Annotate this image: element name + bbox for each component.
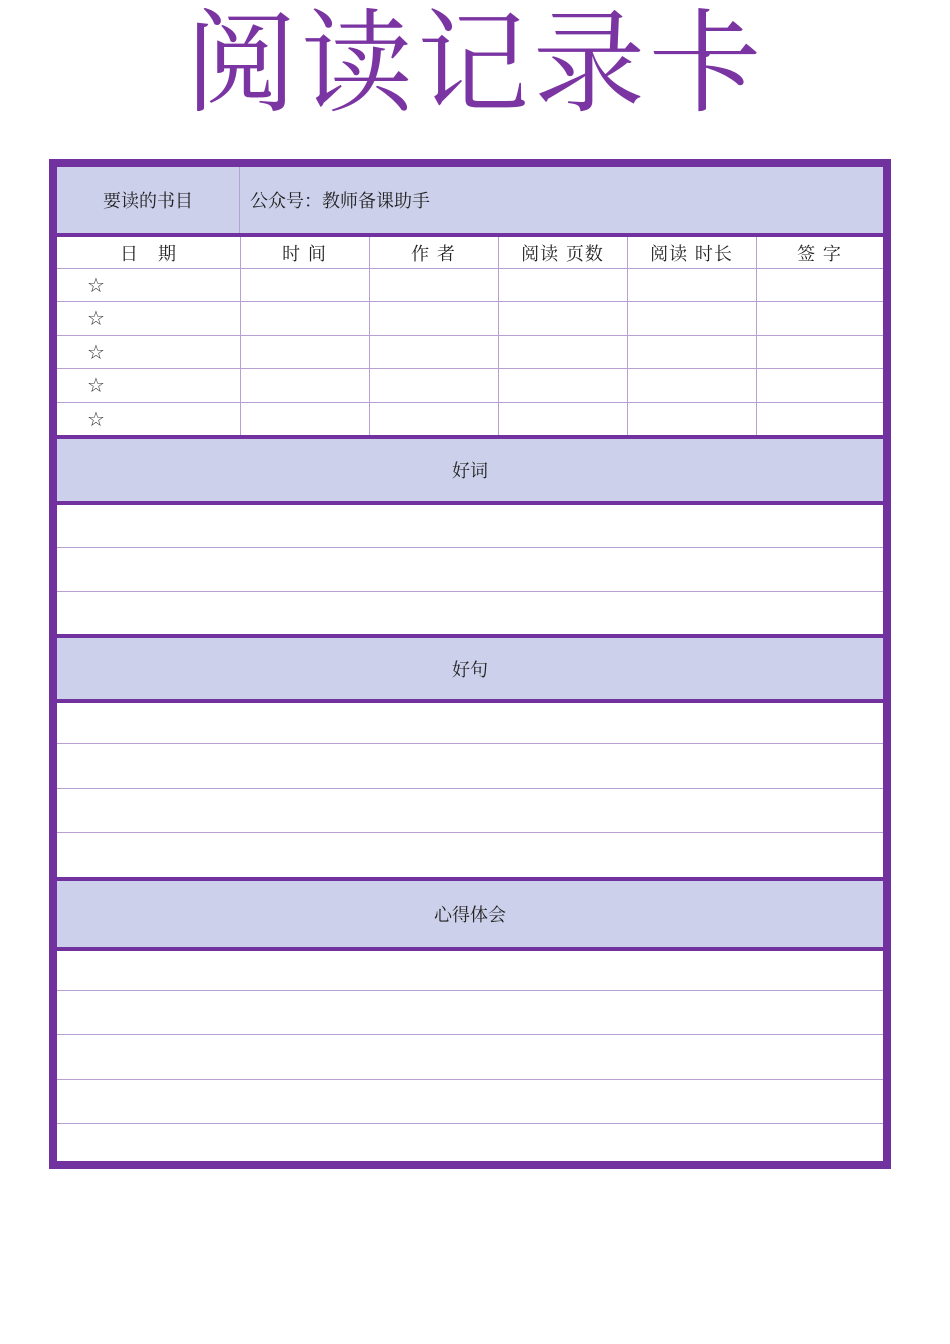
star-icon: ☆ [87, 305, 105, 330]
reading-log-table [57, 237, 883, 437]
good-words-header: 好词 [57, 435, 883, 505]
writing-line [57, 990, 883, 991]
writing-line [57, 1123, 883, 1124]
header-duration: 阅读 时长 [650, 243, 733, 265]
book-value-field[interactable]: 公众号：教师备课助手 [250, 191, 430, 212]
header-date: 日 期 [120, 243, 177, 265]
header-time: 时 间 [282, 243, 327, 265]
writing-line [57, 743, 883, 744]
writing-line [57, 832, 883, 833]
header-signature: 签 字 [797, 243, 842, 265]
column-divider [240, 237, 241, 437]
column-divider [498, 237, 499, 437]
good-sentences-area[interactable] [57, 703, 883, 878]
row-divider [57, 402, 883, 403]
row-divider [57, 268, 883, 269]
writing-line [57, 591, 883, 592]
writing-line [57, 1034, 883, 1035]
star-icon: ☆ [87, 339, 105, 364]
book-label: 要读的书目 [57, 167, 240, 233]
writing-line [57, 788, 883, 789]
star-icon: ☆ [87, 406, 105, 431]
row-divider [57, 335, 883, 336]
reflections-area[interactable] [57, 951, 883, 1161]
header-pages: 阅读 页数 [521, 243, 604, 265]
writing-line [57, 547, 883, 548]
book-row [57, 167, 883, 237]
star-icon: ☆ [87, 272, 105, 297]
column-divider [756, 237, 757, 437]
row-divider [57, 301, 883, 302]
reflections-header: 心得体会 [57, 877, 883, 951]
page-title: 阅读记录卡 [185, 0, 765, 129]
good-words-area[interactable] [57, 505, 883, 635]
column-divider [369, 237, 370, 437]
header-author: 作 者 [411, 243, 456, 265]
writing-line [57, 1079, 883, 1080]
column-divider [627, 237, 628, 437]
row-divider [57, 368, 883, 369]
star-icon: ☆ [87, 372, 105, 397]
good-sentences-header: 好句 [57, 634, 883, 703]
reading-record-card [49, 159, 891, 1169]
